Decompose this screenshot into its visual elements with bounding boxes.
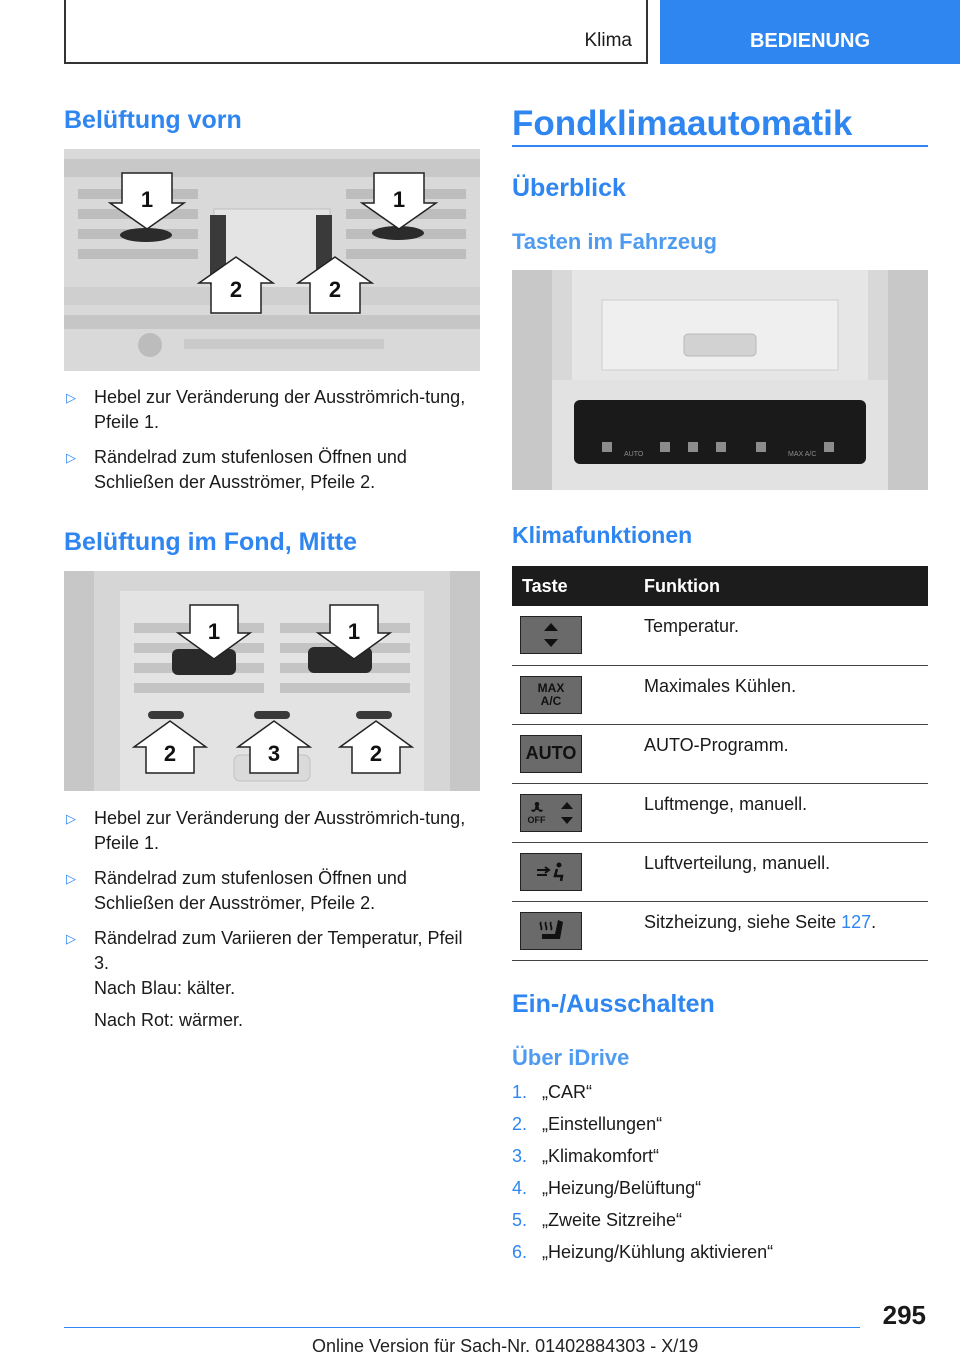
front-vents-list: [64, 385, 480, 505]
fig2-label-5: 2: [369, 741, 383, 766]
list-item: ▷ Rändelrad zum stufenlosen Öffnen und Schließen der Ausströmer, Pfeile 2.: [66, 868, 407, 913]
fig2-label-2: 1: [347, 619, 361, 644]
temperature-icon: [520, 616, 582, 654]
heading-front-vents: Belüftung vorn: [64, 106, 242, 134]
fan-speed-icon: OFF: [520, 794, 582, 832]
heading-buttons: Tasten im Fahrzeug: [512, 229, 717, 254]
front-vents-photo: [64, 149, 480, 371]
function-cell: AUTO-Programm.: [634, 724, 928, 783]
list-item: ▷ Hebel zur Veränderung der Ausströmrich-tung, Pfeile 1.: [66, 808, 466, 853]
function-cell: Luftmenge, manuell.: [634, 783, 928, 842]
title-rule: [512, 145, 928, 147]
air-distribution-icon: [520, 853, 582, 891]
seat-heating-icon: [520, 912, 582, 950]
page-ref-link[interactable]: 127: [841, 911, 872, 932]
list-item: ▷ Rändelrad zum Variieren der Temperatur, Pfeil 3.: [66, 928, 463, 973]
list-item: 6. „Heizung/Kühlung aktivieren“: [512, 1242, 774, 1262]
panel-label-maxac: MAX A/C: [788, 451, 817, 458]
footer-rule: [64, 1327, 860, 1328]
function-cell: Luftverteilung, manuell.: [634, 842, 928, 901]
list-item: ▷ Rändelrad zum stufenlosen Öffnen und Schließen der Ausströmer, Pfeile 2.: [66, 447, 407, 492]
heading-rear-vents: Belüftung im Fond, Mitte: [64, 528, 358, 556]
idrive-steps: [512, 1080, 928, 1272]
table-row: [512, 665, 928, 724]
list-item: 1. „CAR“: [512, 1082, 592, 1102]
triangle-bullet-icon: ▷: [66, 871, 76, 886]
front-vents-illustration: [64, 149, 480, 371]
table-row: [512, 783, 928, 842]
list-item: 3. „Klimakomfort“: [512, 1146, 660, 1166]
panel-label-auto: AUTO: [624, 451, 644, 458]
table-row: [512, 842, 928, 901]
header-chapter: Klima: [584, 30, 632, 51]
footer-text: Online Version für Sach-Nr. 01402884303 - X/19: [312, 1336, 699, 1356]
col-header-function: Funktion: [634, 566, 928, 606]
function-cell: Temperatur.: [634, 606, 928, 665]
rear-vents-photo: [64, 571, 480, 791]
fig2-label-1: 1: [207, 619, 221, 644]
table-header-row: [512, 566, 928, 606]
fig2-label-4: 3: [267, 741, 281, 766]
rear-vents-illustration: [64, 571, 480, 791]
list-item: 5. „Zweite Sitzreihe“: [512, 1210, 683, 1230]
heading-on-off: Ein-/Ausschalten: [512, 990, 715, 1018]
heading-idrive: Über iDrive: [512, 1045, 630, 1070]
col-header-key: Taste: [512, 566, 634, 606]
list-item: 2. „Einstellungen“: [512, 1114, 663, 1134]
fig2-label-3: 2: [163, 741, 177, 766]
triangle-bullet-icon: ▷: [66, 390, 76, 405]
fig1-label-4: 2: [328, 277, 342, 302]
temp-note-cold: Nach Blau: kälter.: [94, 978, 236, 998]
rear-panel-illustration: [512, 270, 928, 490]
header-box: [64, 0, 648, 64]
list-item: 4. „Heizung/Belüftung“: [512, 1178, 702, 1198]
heading-functions: Klimafunktionen: [512, 522, 693, 548]
table-row: [512, 724, 928, 783]
page-number: 295: [882, 1300, 926, 1330]
triangle-bullet-icon: ▷: [66, 450, 76, 465]
table-row: [512, 901, 928, 960]
rear-panel-photo: [512, 270, 928, 490]
fig1-label-2: 1: [392, 187, 406, 212]
function-cell: Sitzheizung, siehe Seite 127.: [634, 901, 928, 960]
heading-overview: Überblick: [512, 174, 626, 202]
table-row: [512, 606, 928, 665]
triangle-bullet-icon: ▷: [66, 931, 76, 946]
function-cell: Maximales Kühlen.: [634, 665, 928, 724]
header-section-tab: BEDIENUNG: [660, 0, 960, 64]
temp-note-warm: Nach Rot: wärmer.: [94, 1010, 244, 1030]
fig1-label-1: 1: [140, 187, 154, 212]
triangle-bullet-icon: ▷: [66, 811, 76, 826]
page-title: Fondklimaautomatik: [512, 104, 853, 143]
fig1-label-3: 2: [229, 277, 243, 302]
max-ac-icon: MAX A/C: [520, 676, 582, 714]
auto-icon: AUTO: [520, 735, 582, 773]
list-item: ▷ Hebel zur Veränderung der Ausströmrich-tung, Pfeile 1.: [66, 387, 466, 432]
functions-table: [512, 566, 928, 961]
rear-vents-list: [64, 806, 480, 986]
